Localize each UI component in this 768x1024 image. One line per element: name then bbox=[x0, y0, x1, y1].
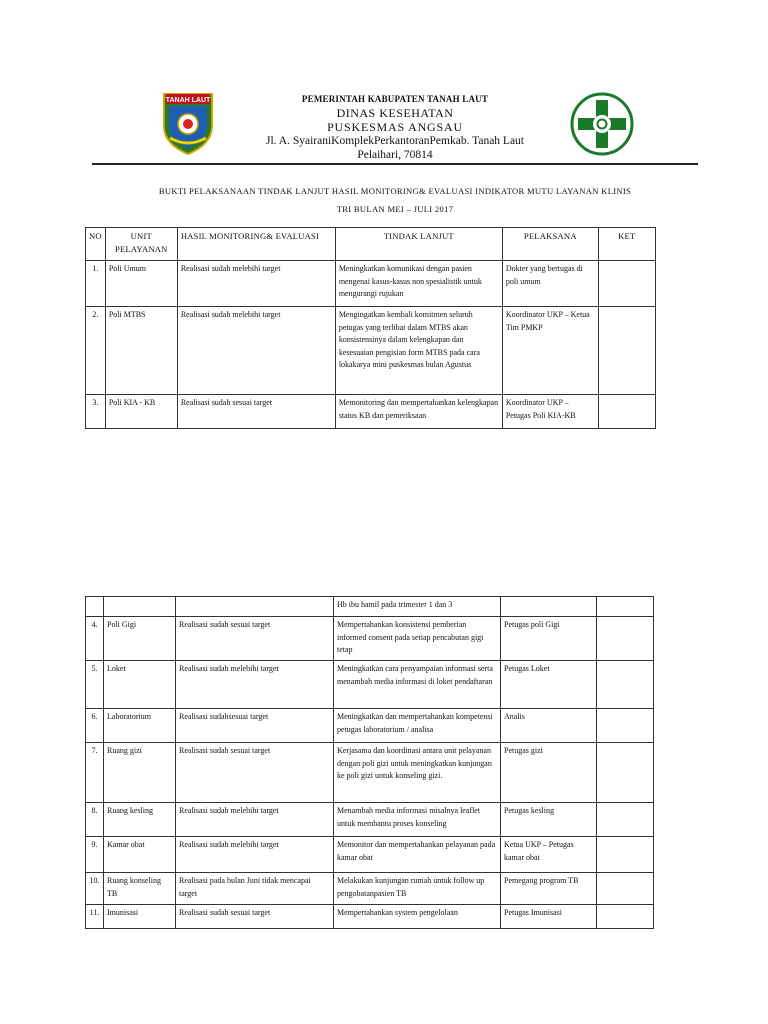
tanah-laut-regency-logo bbox=[160, 88, 216, 156]
cell-ket bbox=[597, 709, 654, 743]
cell-no: 4. bbox=[86, 617, 104, 661]
table-row bbox=[86, 261, 656, 307]
table-header-row bbox=[86, 228, 656, 261]
cell-unit bbox=[104, 597, 176, 617]
letterhead bbox=[250, 92, 540, 162]
cell-pelaksana: Petugas gizi bbox=[501, 743, 597, 803]
table-row bbox=[86, 837, 654, 873]
header-pelaksana: PELAKSANA bbox=[502, 228, 598, 261]
table-row bbox=[86, 597, 654, 617]
cell-no: 8. bbox=[86, 803, 104, 837]
cell-tindak: Kerjasama dan koordinasi antara unit pelayanan dengan poli gizi untuk meningkatkan kunjungan ke poli gizi untuk konseling gizi. bbox=[334, 743, 501, 803]
cell-no: 10. bbox=[86, 873, 104, 905]
cell-hasil: Realisasi sudah melebihi target bbox=[176, 803, 334, 837]
cell-pelaksana: Koordinator UKP – Petugas Poli KIA-KB bbox=[502, 395, 598, 429]
cell-pelaksana: Dokter yang bertugas di poli umum bbox=[502, 261, 598, 307]
cell-no: 11. bbox=[86, 905, 104, 929]
cell-hasil: Realisasi sudah melebihi target bbox=[176, 661, 334, 709]
cell-unit: Ruang gizi bbox=[104, 743, 176, 803]
cell-unit: Ruang kesling bbox=[104, 803, 176, 837]
svg-text:TANAH LAUT: TANAH LAUT bbox=[165, 97, 211, 104]
cell-ket bbox=[597, 803, 654, 837]
cell-hasil: Realisasi sudah melebihi target bbox=[176, 837, 334, 873]
document-title: BUKTI PELAKSANAAN TINDAK LANJUT HASIL MONITORING& EVALUASI INDIKATOR MUTU LAYANAN KLINIS bbox=[158, 186, 632, 196]
cell-pelaksana bbox=[501, 597, 597, 617]
cell-ket bbox=[598, 395, 655, 429]
cell-tindak: Meningkatkan cara penyampaian informasi serta menambah media informasi di loket pendaftaran bbox=[334, 661, 501, 709]
cell-unit: Poli KIA - KB bbox=[105, 395, 177, 429]
cell-no: 1. bbox=[86, 261, 106, 307]
cell-no: 2. bbox=[86, 307, 106, 395]
cell-tindak: Memonitor dan mempertahankan pelayanan pada kamar obat bbox=[334, 837, 501, 873]
cell-pelaksana: Koordinator UKP – Ketua Tim PMKP bbox=[502, 307, 598, 395]
cell-no bbox=[86, 597, 104, 617]
cell-ket bbox=[597, 597, 654, 617]
address: Jl. A. SyairaniKomplekPerkantoranPemkab. Tanah Laut bbox=[266, 135, 524, 147]
table-row bbox=[86, 709, 654, 743]
puskesmas-logo-icon bbox=[570, 92, 634, 156]
cell-hasil: Realisasi sudah sesuai target bbox=[176, 617, 334, 661]
cell-pelaksana: Petugas poli Gigi bbox=[501, 617, 597, 661]
cell-unit: Poli Umum bbox=[105, 261, 177, 307]
city: Pelaihari, 70814 bbox=[357, 149, 433, 161]
cell-ket bbox=[597, 837, 654, 873]
cell-pelaksana: Analis bbox=[501, 709, 597, 743]
table-row bbox=[86, 617, 654, 661]
cell-unit: Loket bbox=[104, 661, 176, 709]
cell-tindak: Menambah media informasi misalnya leaflet untuk membantu proses konseling bbox=[334, 803, 501, 837]
cell-ket bbox=[597, 873, 654, 905]
table-row bbox=[86, 307, 656, 395]
cell-unit: Ruang konseling TB bbox=[104, 873, 176, 905]
cell-no: 7. bbox=[86, 743, 104, 803]
cell-hasil: Realisasi sudahsesuai target bbox=[176, 709, 334, 743]
cell-ket bbox=[597, 743, 654, 803]
cell-ket bbox=[598, 307, 655, 395]
cell-pelaksana: Ketua UKP – Petugas kamar obat bbox=[501, 837, 597, 873]
cell-ket bbox=[597, 661, 654, 709]
cell-tindak: Melakukan kunjungan rumah untuk follow up pengobatanpasien TB bbox=[334, 873, 501, 905]
monitoring-table-part1 bbox=[85, 227, 656, 429]
cell-pelaksana: Petugas Loket bbox=[501, 661, 597, 709]
table-row bbox=[86, 873, 654, 905]
document-period: TRI BULAN MEI – JULI 2017 bbox=[336, 204, 454, 214]
government-name: PEMERINTAH KABUPATEN TANAH LAUT bbox=[301, 94, 489, 104]
header-ket: KET bbox=[598, 228, 655, 261]
cell-hasil: Realisasi sudah sesuai target bbox=[177, 395, 335, 429]
header-hasil: HASIL MONITORING& EVALUASI bbox=[177, 228, 335, 261]
cell-unit: Imunisasi bbox=[104, 905, 176, 929]
cell-hasil: Realisasi sudah melebihi target bbox=[177, 261, 335, 307]
header-unit: UNIT PELAYANAN bbox=[105, 228, 177, 261]
cell-tindak: Memonitoring dan mempertahankan kelengkapan status KB dan pemeriksaan bbox=[335, 395, 502, 429]
cell-no: 9. bbox=[86, 837, 104, 873]
cell-pelaksana: Petugas Imunisasi bbox=[501, 905, 597, 929]
cell-unit: Poli MTBS bbox=[105, 307, 177, 395]
cell-no: 3. bbox=[86, 395, 106, 429]
cell-tindak: Hb ibu hamil pada trimester 1 dan 3 bbox=[334, 597, 501, 617]
cell-unit: Kamar obat bbox=[104, 837, 176, 873]
cell-ket bbox=[597, 905, 654, 929]
header-divider bbox=[92, 163, 698, 165]
table-row bbox=[86, 395, 656, 429]
cell-tindak: Mempertahankan system pengelolaan bbox=[334, 905, 501, 929]
table-row bbox=[86, 743, 654, 803]
table-row bbox=[86, 803, 654, 837]
cell-no: 5. bbox=[86, 661, 104, 709]
header-tindak: TINDAK LANJUT bbox=[335, 228, 502, 261]
cell-ket bbox=[598, 261, 655, 307]
cell-hasil: Realisasi pada bulan Juni tidak mencapai target bbox=[176, 873, 334, 905]
cell-tindak: Mempertahankan konsistensi pemberian informed consent pada setiap pencabutan gigi tetap bbox=[334, 617, 501, 661]
cell-hasil bbox=[176, 597, 334, 617]
cell-pelaksana: Pemegang program TB bbox=[501, 873, 597, 905]
cell-hasil: Realisasi sudah sesuai target bbox=[176, 905, 334, 929]
cell-tindak: Meningkatkan komunikasi dengan pasien mengenai kasus-kasus non spesialistik untuk mengurangi rujukan bbox=[335, 261, 502, 307]
cell-no: 6. bbox=[86, 709, 104, 743]
cell-hasil: Realisasi sudah melebihi target bbox=[177, 307, 335, 395]
cell-unit: Poli Gigi bbox=[104, 617, 176, 661]
cell-tindak: Mengingatkan kembali komitmen seluruh petugas yang terlibat dalam MTBS akan konsistensinya dalam kelengkapan dan kesesuaian pengisian form MTBS pada cara lokakarya mini puskesmas bulan Agustus bbox=[335, 307, 502, 395]
header-no: NO bbox=[86, 228, 106, 261]
monitoring-table-part2 bbox=[85, 596, 654, 929]
cell-unit: Laboratorium bbox=[104, 709, 176, 743]
cell-pelaksana: Petugas kesling bbox=[501, 803, 597, 837]
puskesmas-name: PUSKESMAS ANGSAU bbox=[327, 120, 463, 134]
cell-ket bbox=[597, 617, 654, 661]
cell-hasil: Realisasi sudah sesuai target bbox=[176, 743, 334, 803]
table-row bbox=[86, 905, 654, 929]
cell-tindak: Meningkatkan dan mempertahankan kompetensi petugas laboratorium / analisa bbox=[334, 709, 501, 743]
table-row bbox=[86, 661, 654, 709]
department-name: DINAS KESEHATAN bbox=[336, 106, 454, 120]
